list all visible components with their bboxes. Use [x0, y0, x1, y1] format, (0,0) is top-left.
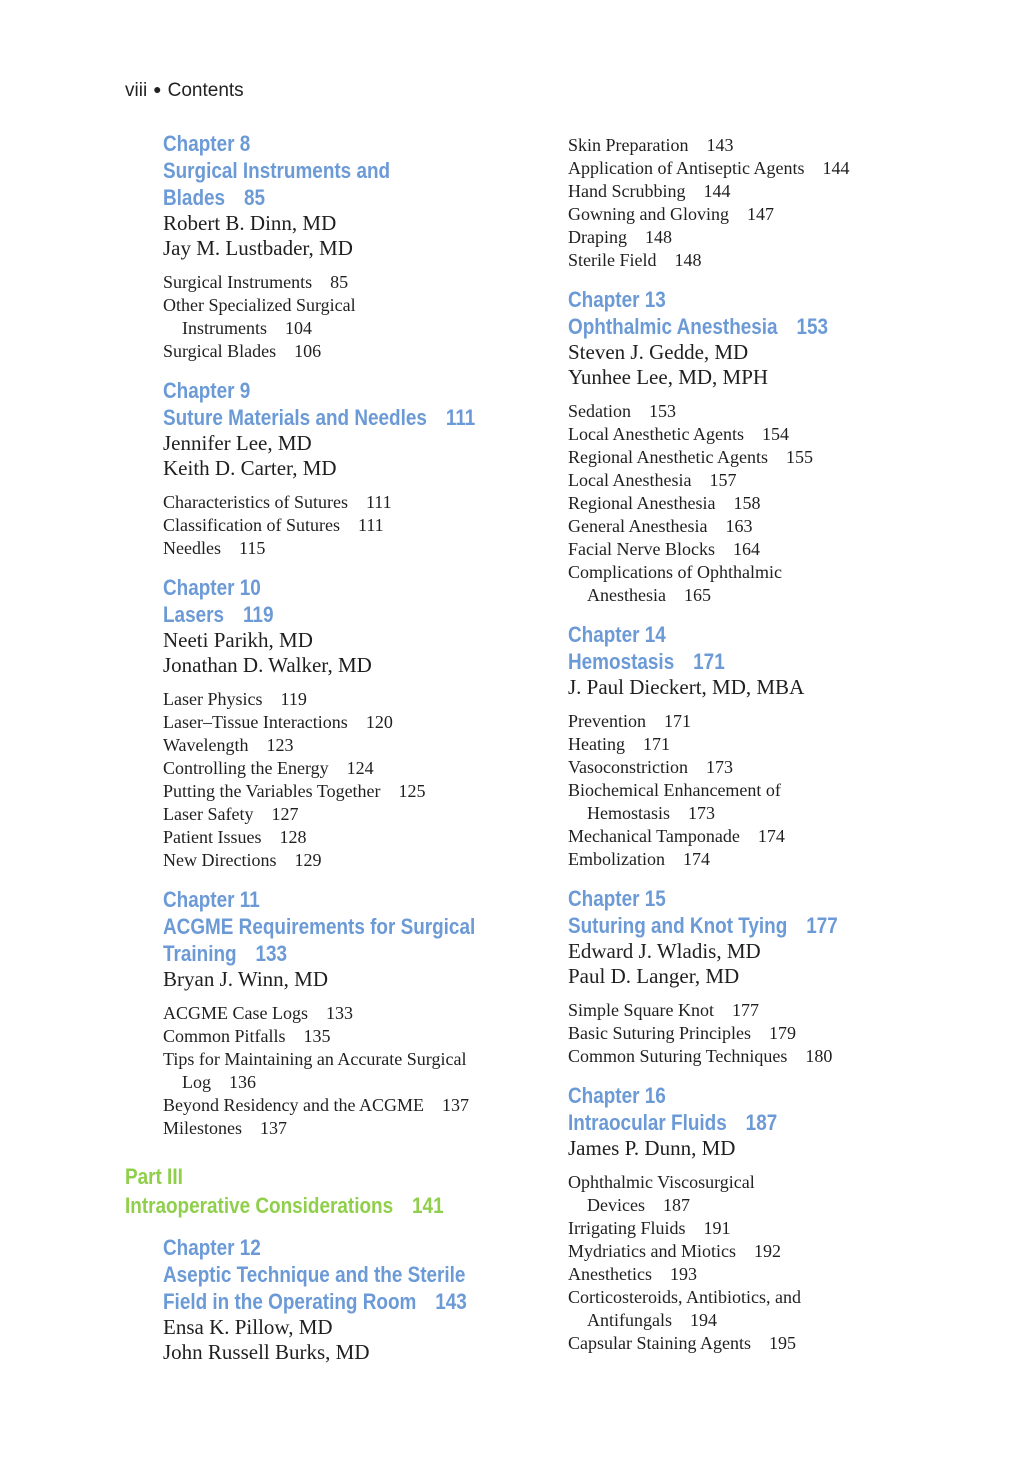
section-entry: Common Pitfalls 135 [163, 1026, 331, 1046]
section-entry: Controlling the Energy 124 [163, 758, 374, 778]
chapter-14 [568, 621, 968, 871]
part-label: Part III [125, 1164, 183, 1189]
section-entry: Facial Nerve Blocks 164 [568, 539, 760, 559]
section-entry: Embolization 174 [568, 849, 710, 869]
chapter-title: Ophthalmic Anesthesia 153 [568, 314, 829, 339]
chapter-author: Edward J. Wladis, MD [568, 939, 761, 963]
section-entry: Instruments 104 [182, 318, 312, 338]
chapter-9 [163, 377, 525, 560]
section-list [163, 688, 525, 872]
chapter-title: Field in the Operating Room 143 [163, 1289, 467, 1314]
section-entry: Log 136 [182, 1072, 256, 1092]
section-entry: Laser Safety 127 [163, 804, 299, 824]
section-list [163, 1002, 525, 1140]
section-entry: Anesthetics 193 [568, 1264, 697, 1284]
chapter-title: Suturing and Knot Tying 177 [568, 913, 838, 938]
section-entry: Surgical Blades 106 [163, 341, 322, 361]
chapter-author: Ensa K. Pillow, MD [163, 1315, 333, 1339]
section-entry: ACGME Case Logs 133 [163, 1003, 353, 1023]
section-entry: Putting the Variables Together 125 [163, 781, 426, 801]
section-entry: Local Anesthesia 157 [568, 470, 737, 490]
chapter-title: Surgical Instruments and [163, 158, 391, 183]
section-entry: Needles 115 [163, 538, 266, 558]
part-title: Intraoperative Considerations 141 [125, 1193, 444, 1218]
section-entry: Skin Preparation 143 [568, 135, 734, 155]
section-entry: Prevention 171 [568, 711, 691, 731]
chapter-author: Steven J. Gedde, MD [568, 340, 749, 364]
chapter-page: 153 [796, 314, 829, 339]
section-list [568, 1171, 968, 1355]
section-entry: General Anesthesia 163 [568, 516, 753, 536]
section-entry: Anesthesia 165 [587, 585, 711, 605]
section-entry: Surgical Instruments 85 [163, 272, 349, 292]
chapter-author: Keith D. Carter, MD [163, 456, 337, 480]
section-entry: Biochemical Enhancement of [568, 780, 781, 800]
section-entry: Corticosteroids, Antibiotics, and [568, 1287, 801, 1307]
chapter-16 [568, 1082, 968, 1355]
chapter-12 [163, 1234, 525, 1365]
section-list [568, 710, 968, 871]
chapter-author: Jay M. Lustbader, MD [163, 236, 353, 260]
section-list [163, 491, 525, 560]
chapter-title: Lasers 119 [163, 602, 274, 627]
running-head [125, 80, 244, 102]
chapter-12-sections [568, 134, 968, 272]
left-column [125, 130, 525, 1379]
section-entry: Capsular Staining Agents 195 [568, 1333, 796, 1353]
chapter-title: Training 133 [163, 941, 288, 966]
part-page: 141 [412, 1193, 444, 1218]
section-entry: Gowning and Gloving 147 [568, 204, 774, 224]
chapter-label: Chapter 10 [163, 575, 261, 600]
chapter-label: Chapter 16 [568, 1083, 666, 1108]
chapter-title: Hemostasis 171 [568, 649, 725, 674]
chapter-title: Blades 85 [163, 185, 266, 210]
section-entry: Basic Suturing Principles 179 [568, 1023, 796, 1043]
chapter-label: Chapter 8 [163, 131, 251, 156]
chapter-13 [568, 286, 968, 607]
chapter-page: 133 [255, 941, 288, 966]
section-entry: Hemostasis 173 [587, 803, 715, 823]
chapter-author: Paul D. Langer, MD [568, 964, 740, 988]
bullet-icon: ● [153, 81, 162, 97]
chapter-10 [163, 574, 525, 872]
chapter-label: Chapter 12 [163, 1235, 261, 1260]
section-entry: Draping 148 [568, 227, 672, 247]
chapter-page: 119 [242, 602, 274, 627]
running-head-title: Contents [167, 80, 244, 101]
section-entry: Regional Anesthetic Agents 155 [568, 447, 813, 467]
section-entry: Beyond Residency and the ACGME 137 [163, 1095, 469, 1115]
chapter-label: Chapter 15 [568, 886, 666, 911]
chapter-title: ACGME Requirements for Surgical [163, 914, 476, 939]
section-entry: Sterile Field 148 [568, 250, 702, 270]
page-number: viii [125, 80, 148, 101]
section-entry: Laser Physics 119 [163, 689, 307, 709]
chapter-15 [568, 885, 968, 1068]
chapter-author: Jennifer Lee, MD [163, 431, 312, 455]
section-entry: Regional Anesthesia 158 [568, 493, 761, 513]
section-entry: Complications of Ophthalmic [568, 562, 782, 582]
section-entry: Heating 171 [568, 734, 670, 754]
chapter-label: Chapter 13 [568, 287, 666, 312]
section-entry: Sedation 153 [568, 401, 676, 421]
section-entry: Vasoconstriction 173 [568, 757, 733, 777]
section-list [568, 134, 968, 272]
chapter-author: Bryan J. Winn, MD [163, 967, 329, 991]
section-entry: Irrigating Fluids 191 [568, 1218, 731, 1238]
chapter-author: Jonathan D. Walker, MD [163, 653, 372, 677]
chapter-label: Chapter 11 [163, 887, 260, 912]
chapter-page: 187 [745, 1110, 778, 1135]
section-entry: Hand Scrubbing 144 [568, 181, 731, 201]
chapter-page: 143 [435, 1289, 467, 1314]
section-entry: Ophthalmic Viscosurgical [568, 1172, 755, 1192]
section-entry: Local Anesthetic Agents 154 [568, 424, 789, 444]
section-list [568, 999, 968, 1068]
chapter-title: Suture Materials and Needles 111 [163, 405, 476, 430]
section-entry: Milestones 137 [163, 1118, 287, 1138]
chapter-page: 171 [693, 649, 725, 674]
chapter-page: 177 [806, 913, 838, 938]
chapter-author: Neeti Parikh, MD [163, 628, 313, 652]
section-entry: Application of Antiseptic Agents 144 [568, 158, 850, 178]
section-entry: Classification of Sutures 111 [163, 515, 384, 535]
section-entry: Simple Square Knot 177 [568, 1000, 759, 1020]
chapter-author: J. Paul Dieckert, MD, MBA [568, 675, 805, 699]
section-entry: Mydriatics and Miotics 192 [568, 1241, 781, 1261]
chapter-author: Yunhee Lee, MD, MPH [568, 365, 769, 389]
section-entry: Laser–Tissue Interactions 120 [163, 712, 393, 732]
chapter-title: Aseptic Technique and the Sterile [163, 1262, 466, 1287]
section-entry: New Directions 129 [163, 850, 322, 870]
chapter-page: 85 [243, 185, 266, 210]
chapter-author: James P. Dunn, MD [568, 1136, 736, 1160]
section-list [568, 400, 968, 607]
chapter-8 [163, 130, 525, 363]
chapter-11 [163, 886, 525, 1140]
section-entry: Devices 187 [587, 1195, 690, 1215]
section-entry: Wavelength 123 [163, 735, 294, 755]
section-entry: Antifungals 194 [587, 1310, 717, 1330]
section-entry: Other Specialized Surgical [163, 295, 356, 315]
section-entry: Tips for Maintaining an Accurate Surgical [163, 1049, 467, 1069]
right-column [568, 130, 968, 1369]
chapter-page: 111 [445, 405, 476, 430]
section-entry: Characteristics of Sutures 111 [163, 492, 392, 512]
chapter-author: John Russell Burks, MD [163, 1340, 370, 1364]
section-entry: Common Suturing Techniques 180 [568, 1046, 833, 1066]
chapter-label: Chapter 14 [568, 622, 666, 647]
section-entry: Mechanical Tamponade 174 [568, 826, 785, 846]
chapter-label: Chapter 9 [163, 378, 251, 403]
chapter-author: Robert B. Dinn, MD [163, 211, 337, 235]
section-entry: Patient Issues 128 [163, 827, 307, 847]
part-3 [125, 1162, 525, 1220]
chapter-title: Intraocular Fluids 187 [568, 1110, 778, 1135]
section-list [163, 271, 525, 363]
